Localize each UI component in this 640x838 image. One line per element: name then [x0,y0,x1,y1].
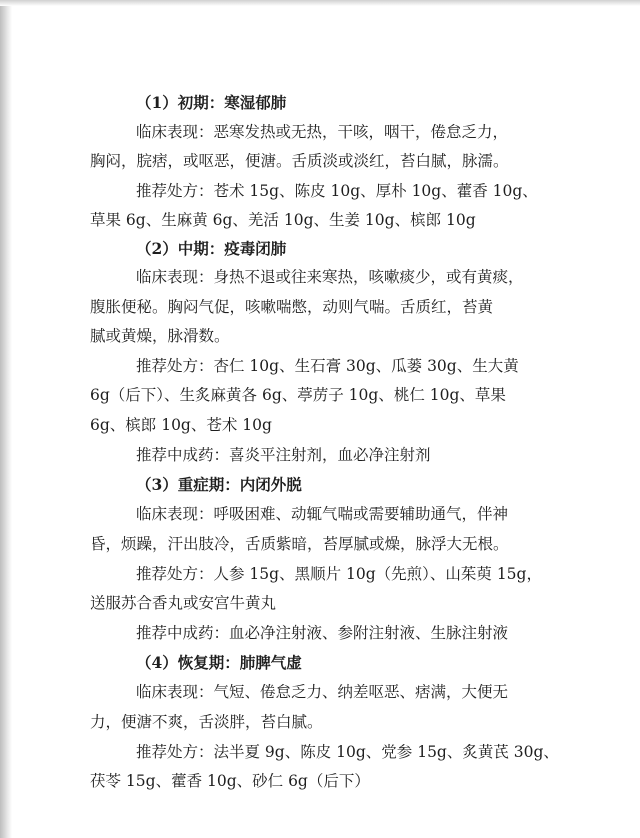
stage-3-clinical-line-2: 昏，烦躁，汗出肢冷，舌质紫暗，苔厚腻或燥，脉浮大无根。 [90,535,509,553]
stage-3-prescription-line-1: 推荐处方：人参 15g、黑顺片 10g（先煎）、山茱萸 15g， [136,565,542,583]
stage-1-heading: （1）初期：寒湿郁肺 [136,93,287,112]
stage-2-prescription-line-2: 6g（后下）、生炙麻黄各 6g、葶苈子 10g、桃仁 10g、草果 [90,386,506,404]
stage-2-prescription-line-1: 推荐处方：杏仁 10g、生石膏 30g、瓜蒌 30g、生大黄 [136,357,519,375]
stage-2-clinical-line-3: 腻或黄燥，脉滑数。 [90,327,230,345]
stage-2-clinical-line-1: 临床表现：身热不退或往来寒热，咳嗽痰少，或有黄痰， [136,268,524,286]
stage-3-prescription-line-2: 送服苏合香丸或安宫牛黄丸 [90,594,277,612]
stage-4-prescription-line-1: 推荐处方：法半夏 9g、陈皮 10g、党参 15g、炙黄芪 30g、 [136,743,559,761]
stage-3-clinical-line-1: 临床表现：呼吸困难、动辄气喘或需要辅助通气，伴神 [136,505,509,523]
stage-2-heading: （2）中期：疫毒闭肺 [136,239,287,258]
stage-3-medicine: 推荐中成药：血必净注射液、参附注射液、生脉注射液 [136,624,509,642]
stage-2-medicine: 推荐中成药：喜炎平注射剂，血必净注射剂 [136,446,431,464]
stage-1-clinical-line-2: 胸闷，脘痞，或呕恶，便溏。舌质淡或淡红，苔白腻，脉濡。 [90,152,509,170]
stage-4-prescription-line-2: 茯苓 15g、藿香 10g、砂仁 6g（后下） [90,772,370,790]
stage-2-clinical-line-2: 腹胀便秘。胸闷气促，咳嗽喘憋，动则气喘。舌质红，苔黄 [90,298,494,316]
stage-1-clinical-line-1: 临床表现：恶寒发热或无热，干咳，咽干，倦怠乏力， [136,123,509,141]
stage-1-prescription-line-1: 推荐处方：苍术 15g、陈皮 10g、厚朴 10g、藿香 10g、 [136,182,538,200]
stage-3-heading: （3）重症期：内闭外脱 [136,475,302,494]
stage-4-clinical-line-2: 力，便溏不爽，舌淡胖，苔白腻。 [90,713,323,731]
stage-1-prescription-line-2: 草果 6g、生麻黄 6g、羌活 10g、生姜 10g、槟郎 10g [90,211,476,229]
stage-4-heading: （4）恢复期：肺脾气虚 [136,653,302,672]
stage-2-prescription-line-3: 6g、槟郎 10g、苍术 10g [90,416,272,434]
stage-4-clinical-line-1: 临床表现：气短、倦怠乏力、纳差呕恶、痞满，大便无 [136,683,509,701]
